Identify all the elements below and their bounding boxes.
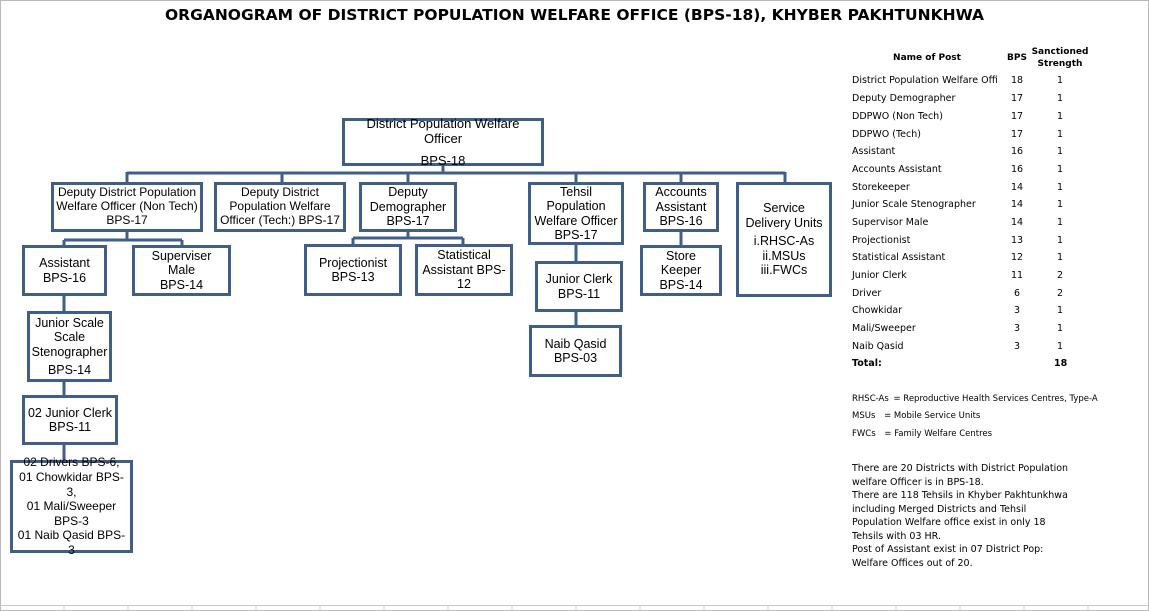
table-row xyxy=(852,235,1092,252)
table-row xyxy=(852,305,1092,322)
post-cell: Supervisor Male xyxy=(852,217,929,228)
legend-meaning: = Reproductive Health Services Centres, Type-A xyxy=(893,394,1098,404)
bps-cell: 3 xyxy=(1014,305,1021,316)
head-title: District Population Welfare Officer xyxy=(366,116,520,147)
note-line: Welfare Offices out of 20. xyxy=(852,557,973,569)
store-keeper-title: Store Keeper xyxy=(660,248,702,278)
supervisor-male-bps: BPS-14 xyxy=(159,277,204,292)
table-row xyxy=(852,93,1092,110)
junior-clerk-tehsil-title: Junior Clerk xyxy=(545,272,613,286)
statistical-assistant-box xyxy=(415,244,513,296)
post-cell: Driver xyxy=(852,288,882,299)
naib-qasid-tehsil-bps: BPS-03 xyxy=(553,351,598,365)
ddpwo-non-tech-box xyxy=(51,182,203,232)
junior-clerk-02-title: 02 Junior Clerk xyxy=(27,405,113,420)
lower-staff-line: 01 Chowkidar BPS-3, xyxy=(19,469,124,499)
service-delivery-title: Service Delivery Units xyxy=(745,201,823,230)
stenographer-bps: BPS-14 xyxy=(47,363,92,377)
strength-cell: 1 xyxy=(1057,93,1064,104)
table-row xyxy=(852,341,1092,358)
total-label: Total: xyxy=(852,358,882,369)
sheet-gridlines xyxy=(0,605,1149,611)
bps-cell: 13 xyxy=(1011,235,1024,246)
note-line: including Merged Districts and Tehsil xyxy=(852,503,1027,515)
legend-meaning: = Family Welfare Centres xyxy=(884,429,993,439)
strength-cell: 1 xyxy=(1057,111,1064,122)
note-line: Post of Assistant exist in 07 District Pop: xyxy=(852,544,1044,555)
table-row xyxy=(852,182,1092,199)
assistant-bps: BPS-16 xyxy=(42,270,87,285)
strength-cell: 2 xyxy=(1057,288,1064,299)
strength-cell: 1 xyxy=(1057,217,1064,228)
tehsil-officer-box xyxy=(528,182,624,245)
naib-qasid-tehsil-box xyxy=(529,325,622,377)
service-delivery-units-box xyxy=(736,182,832,297)
strength-cell: 1 xyxy=(1057,164,1064,175)
table-row xyxy=(852,199,1092,216)
table-row xyxy=(852,288,1092,305)
projectionist-title: Projectionist xyxy=(318,255,388,270)
strength-cell: 1 xyxy=(1057,199,1064,210)
post-cell: Junior Clerk xyxy=(852,270,907,281)
bps-cell: 17 xyxy=(1011,93,1024,104)
bps-cell: 12 xyxy=(1011,252,1024,263)
legend-item-fwc xyxy=(852,429,992,439)
strength-cell: 1 xyxy=(1057,323,1064,334)
strength-cell: 1 xyxy=(1057,305,1064,316)
naib-qasid-tehsil-title: Naib Qasid xyxy=(544,336,607,351)
bps-cell: 18 xyxy=(1011,75,1024,86)
strength-cell: 1 xyxy=(1057,252,1064,263)
legend-abbr: MSUs xyxy=(852,411,876,421)
bps-cell: 17 xyxy=(1011,111,1024,122)
deputy-demographer-bps: BPS-17 xyxy=(386,214,430,229)
post-cell: Deputy Demographer xyxy=(852,93,956,104)
strength-cell: 1 xyxy=(1057,146,1064,157)
sanctioned-strength-table xyxy=(852,44,1092,374)
post-cell: DDPWO (Tech) xyxy=(852,129,921,140)
assistant-box xyxy=(22,245,107,296)
bps-cell: 16 xyxy=(1011,146,1024,157)
accounts-assistant-bps: BPS-16 xyxy=(659,214,703,229)
bps-cell: 3 xyxy=(1014,323,1021,334)
stenographer-title: Junior Scale Scale Stenographer xyxy=(31,315,108,359)
post-cell: Storekeeper xyxy=(852,182,910,193)
bps-cell: 17 xyxy=(1011,129,1024,140)
lower-staff-line: 02 Drivers BPS-6, xyxy=(23,455,120,470)
lower-staff-line: 01 Mali/Sweeper BPS-3 xyxy=(26,499,117,528)
header-name-of-post: Name of Post xyxy=(893,53,961,63)
post-cell: Assistant xyxy=(852,146,896,157)
stenographer-box xyxy=(27,311,112,382)
page-title: ORGANOGRAM OF DISTRICT POPULATION WELFARE OFFICE (BPS-18), KHYBER PAKHTUNKHWA xyxy=(165,6,984,24)
supervisor-male-title: Superviser Male xyxy=(151,248,212,278)
table-row xyxy=(852,111,1092,128)
bps-cell: 16 xyxy=(1011,164,1024,175)
post-cell: DDPWO (Non Tech) xyxy=(852,111,943,122)
bps-cell: 14 xyxy=(1011,199,1024,210)
header-sanctioned-strength: Sanctioned Strength xyxy=(1031,47,1089,69)
deputy-demographer-box xyxy=(359,182,457,232)
table-row xyxy=(852,270,1092,287)
store-keeper-box xyxy=(640,245,722,296)
note-line: welfare Officer is in BPS-18. xyxy=(852,476,984,488)
legend-meaning: = Mobile Service Units xyxy=(884,411,981,421)
post-cell: Mali/Sweeper xyxy=(852,323,916,334)
post-cell: Chowkidar xyxy=(852,305,903,316)
post-cell: Accounts Assistant xyxy=(852,164,942,175)
table-row xyxy=(852,252,1092,269)
note-line: Tehsils with 03 HR. xyxy=(852,530,941,542)
table-total-row xyxy=(852,358,1092,375)
projectionist-bps: BPS-13 xyxy=(331,270,375,284)
bps-cell: 14 xyxy=(1011,182,1024,193)
statistical-assistant-title: Statistical Assistant BPS-12 xyxy=(422,248,506,292)
service-delivery-item: iii.FWCs xyxy=(760,263,808,278)
lower-staff-line: 01 Naib Qasid BPS-3 xyxy=(17,528,126,558)
ddpwo-tech-box xyxy=(214,182,346,232)
legend-abbr: RHSC-As xyxy=(852,394,889,404)
post-cell: Statistical Assistant xyxy=(852,252,946,263)
legend-item-msu xyxy=(852,411,980,421)
accounts-assistant-box xyxy=(643,182,719,232)
supervisor-male-box xyxy=(132,245,231,296)
strength-cell: 2 xyxy=(1057,270,1064,281)
strength-cell: 1 xyxy=(1057,341,1064,352)
table-row xyxy=(852,164,1092,181)
lower-staff-box xyxy=(10,455,133,558)
accounts-assistant-title: Accounts Assistant xyxy=(655,185,707,214)
bps-cell: 14 xyxy=(1011,217,1024,228)
ddpwo-tech-title: Deputy District Population Welfare Officer (Tech:) BPS-17 xyxy=(220,185,340,227)
post-cell: Junior Scale Stenographer xyxy=(852,199,976,210)
legend-abbr: FWCs xyxy=(852,429,876,439)
tehsil-officer-bps: BPS-17 xyxy=(554,228,598,242)
store-keeper-bps: BPS-14 xyxy=(659,277,703,292)
note-line: There are 20 Districts with District Population xyxy=(852,463,1069,474)
total-value: 18 xyxy=(1054,358,1068,369)
junior-clerk-tehsil-box xyxy=(535,261,623,312)
table-row xyxy=(852,75,1092,92)
notes-block xyxy=(852,462,1112,570)
projectionist-box xyxy=(304,244,402,296)
legend-item-rhsc xyxy=(852,394,1098,404)
strength-cell: 1 xyxy=(1057,129,1064,140)
table-row xyxy=(852,129,1092,146)
service-delivery-item: i.RHSC-As xyxy=(753,234,815,249)
table-row xyxy=(852,323,1092,340)
ddpwo-non-tech-title: Deputy District Population Welfare Officer (Non Tech) xyxy=(56,185,198,214)
bps-cell: 3 xyxy=(1014,341,1021,352)
strength-cell: 1 xyxy=(1057,235,1064,246)
table-row xyxy=(852,146,1092,163)
strength-cell: 1 xyxy=(1057,75,1064,86)
header-bps: BPS xyxy=(1007,53,1027,63)
head-district-population-welfare-officer-box xyxy=(342,118,544,166)
note-line: There are 118 Tehsils in Khyber Pakhtunkhwa xyxy=(852,490,1068,501)
table-row xyxy=(852,217,1092,234)
tehsil-officer-title: Tehsil Population Welfare Officer xyxy=(534,184,618,228)
head-bps: BPS-18 xyxy=(420,152,466,168)
junior-clerk-tehsil-bps: BPS-11 xyxy=(557,286,601,301)
bps-cell: 11 xyxy=(1011,270,1024,281)
note-line: Population Welfare office exist in only 18 xyxy=(852,517,1046,528)
junior-clerk-02-bps: BPS-11 xyxy=(48,420,92,434)
assistant-title: Assistant xyxy=(39,256,90,270)
ddpwo-non-tech-bps: BPS-17 xyxy=(106,212,148,227)
strength-cell: 1 xyxy=(1057,182,1064,193)
junior-clerk-02-box xyxy=(22,395,118,445)
post-cell: Naib Qasid xyxy=(852,341,904,352)
bps-cell: 6 xyxy=(1014,288,1021,299)
post-cell: Projectionist xyxy=(852,235,911,246)
service-delivery-item: ii.MSUs xyxy=(762,248,806,263)
post-cell: District Population Welfare Offi xyxy=(852,75,998,86)
deputy-demographer-title: Deputy Demographer xyxy=(369,185,447,214)
